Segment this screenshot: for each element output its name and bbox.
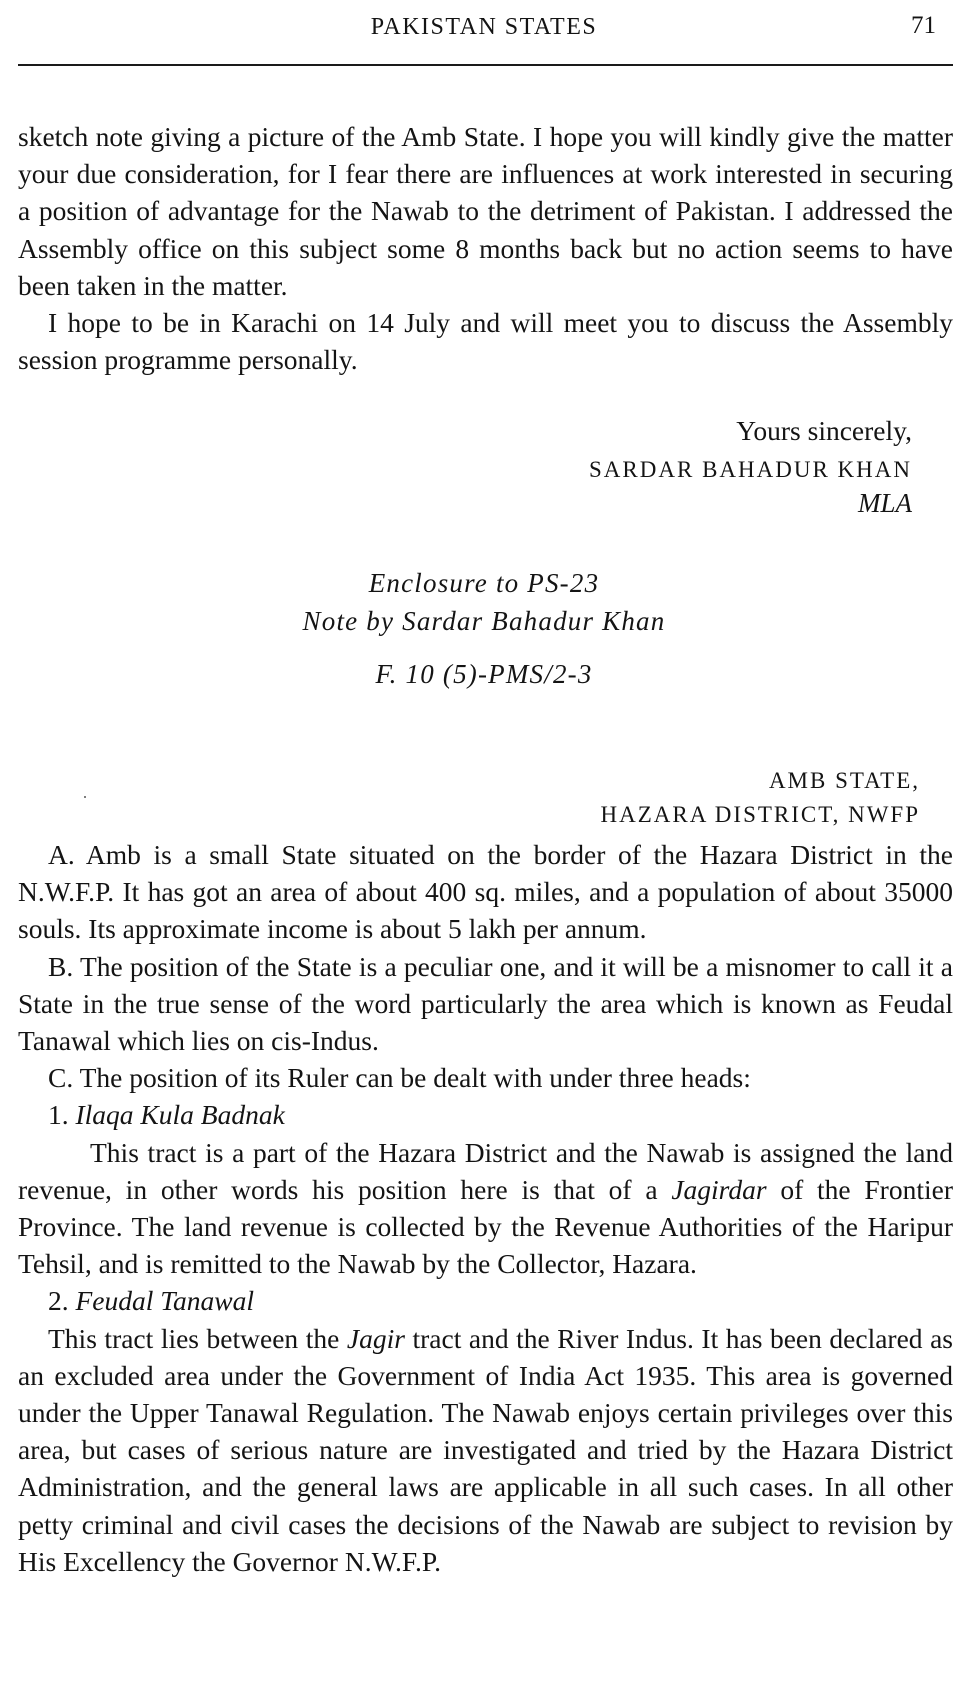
note-head-2-paragraph bbox=[18, 1320, 953, 1580]
letter-body bbox=[18, 118, 953, 378]
note-head-2 bbox=[18, 1282, 953, 1319]
note-head-2-term: Jagir bbox=[346, 1322, 405, 1354]
note-paragraph-c: C. The position of its Ruler can be dealt with under three heads: bbox=[48, 1062, 751, 1094]
letter-signer-title: MLA bbox=[858, 488, 912, 518]
note-address-line-1: AMB STATE, bbox=[768, 768, 920, 793]
note-head-1-title: Ilaqa Kula Badnak bbox=[75, 1099, 285, 1131]
note-head-1-paragraph bbox=[18, 1134, 953, 1283]
scan-speck bbox=[84, 796, 86, 798]
note-head-2-number: 2. bbox=[48, 1285, 69, 1317]
note-paragraph-a: A. Amb is a small State situated on the border of the Hazara District in the N.W.F.P. It has got an area of about 400 sq. miles, and a population of about 35000 souls. Its approximate income is about 5 lakh per annum. bbox=[18, 839, 953, 945]
note-paragraph-b: B. The position of the State is a peculiar one, and it will be a misnomer to call it a State in the true sense of the word particularly the area which is known as Feudal Tanawal which lies on cis-Indus. bbox=[18, 950, 953, 1057]
note-head-2-text-b: tract and the River Indus. It has been declared as an excluded area under the Government of India Act 1935. This area is governed under the Upper Tanawal Regulation. The Nawab enjoys certain privileges over this area, but cases of serious nature are investigated and tried by the Hazara District Administration, and the general laws are applicable in all such cases. In all other petty criminal and civil cases the decisions of the Nawab are subject to revision by His Excellency the Governor N.W.F.P. bbox=[18, 1322, 953, 1577]
enclosure-file-reference: F. 10 (5)-PMS/2-3 bbox=[375, 659, 593, 689]
page-number: 71 bbox=[911, 12, 936, 39]
note-head-2-text-a: This tract lies between the bbox=[48, 1322, 340, 1354]
running-head: PAKISTAN STATES bbox=[370, 14, 598, 40]
letter-signer: SARDAR BAHADUR KHAN bbox=[589, 457, 912, 482]
note-head-1 bbox=[18, 1096, 953, 1133]
note-head-1-text-a: This tract is a part of the Hazara District and the Nawab is assigned the land revenue, in other words his position here is that of a bbox=[18, 1136, 953, 1205]
note-head-2-title: Feudal Tanawal bbox=[75, 1285, 255, 1317]
letter-closing: Yours sincerely, bbox=[736, 415, 912, 446]
letter-paragraph-2: I hope to be in Karachi on 14 July and will meet you to discuss the Assembly session programme personally. bbox=[18, 307, 953, 376]
enclosure-heading: Enclosure to PS-23 bbox=[368, 568, 600, 598]
note-head-1-term: Jagirdar bbox=[671, 1173, 767, 1205]
note-body bbox=[18, 836, 953, 1580]
note-head-1-number: 1. bbox=[48, 1099, 69, 1131]
note-address-line-2: HAZARA DISTRICT, NWFP bbox=[600, 802, 920, 827]
header-rule bbox=[18, 64, 953, 66]
enclosure-subheading: Note by Sardar Bahadur Khan bbox=[302, 606, 666, 636]
letter-paragraph-1: sketch note giving a picture of the Amb State. I hope you will kindly give the matter your due consideration, for I fear there are influences at work interested in securing a position of advantage for the Nawab to the detriment of Pakistan. I addressed the Assembly office on this subject some 8 months back but no action seems to have been taken in the matter. bbox=[18, 121, 953, 301]
note-head-1-text-b: of the Frontier Province. The land revenue is collected by the Revenue Authorities of the Haripur Tehsil, and is remitted to the Nawab by the Collector, Hazara. bbox=[18, 1173, 953, 1280]
page-header bbox=[0, 0, 968, 68]
